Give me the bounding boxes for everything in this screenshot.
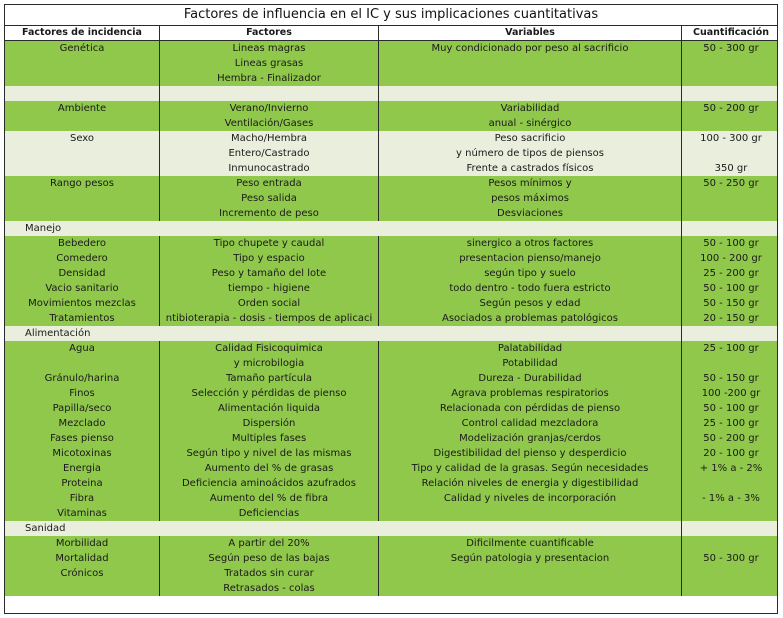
cell-incidencia: Genética [5, 41, 160, 57]
cell-factor: Ventilación/Gases [160, 116, 379, 131]
cell-variable: Asociados a problemas patológicos [379, 311, 682, 326]
cell-incidencia: Movimientos mezclas [5, 296, 160, 311]
header-row [5, 26, 778, 41]
cell-cuantificacion [682, 356, 779, 371]
cell-incidencia [5, 71, 160, 86]
table-row [5, 146, 778, 161]
cell-variable: Muy condicionado por peso al sacrificio [379, 41, 682, 57]
cell-variable: Pesos mínimos y [379, 176, 682, 191]
cell-cuantificacion [682, 71, 779, 86]
cell-factor: Peso y tamaño del lote [160, 266, 379, 281]
table-row [5, 176, 778, 191]
cell-variable [379, 56, 682, 71]
cell-incidencia: Fases pienso [5, 431, 160, 446]
table-row [5, 356, 778, 371]
cell-factor [160, 86, 379, 101]
table-row [5, 446, 778, 461]
cell-factor: Tamaño partícula [160, 371, 379, 386]
table-row [5, 581, 778, 596]
cell-variable: Dificilmente cuantificable [379, 536, 682, 551]
cell-incidencia: Energia [5, 461, 160, 476]
table-row [5, 191, 778, 206]
cell-variable: Relacionada con pérdidas de pienso [379, 401, 682, 416]
header-cell-factores: Factores [160, 26, 379, 41]
table-row [5, 506, 778, 521]
cell-factor: A partir del 20% [160, 536, 379, 551]
cell-factor: Entero/Castrado [160, 146, 379, 161]
table-row [5, 266, 778, 281]
header-cell-incidencia: Factores de incidencia [5, 26, 160, 41]
cell-incidencia [5, 56, 160, 71]
table-row [5, 131, 778, 146]
cell-cuantificacion [682, 581, 779, 596]
cell-cuantificacion: 50 - 150 gr [682, 371, 779, 386]
cell-incidencia [5, 581, 160, 596]
table-row [5, 431, 778, 446]
table-row [5, 371, 778, 386]
cell-incidencia: Alimentación [5, 326, 160, 341]
cell-factor: Multiples fases [160, 431, 379, 446]
cell-variable: Según pesos y edad [379, 296, 682, 311]
cell-variable [379, 566, 682, 581]
cell-incidencia: Vacio sanitario [5, 281, 160, 296]
table-row [5, 296, 778, 311]
table-row [5, 386, 778, 401]
cell-factor: Tratados sin curar [160, 566, 379, 581]
cell-incidencia: Sanidad [5, 521, 160, 536]
cell-cuantificacion: 50 - 100 gr [682, 236, 779, 251]
cell-factor: Tipo y espacio [160, 251, 379, 266]
cell-variable: Frente a castrados físicos [379, 161, 682, 176]
cell-cuantificacion: 20 - 150 gr [682, 311, 779, 326]
cell-cuantificacion: 25 - 100 gr [682, 416, 779, 431]
cell-cuantificacion: + 1% a - 2% [682, 461, 779, 476]
cell-cuantificacion: - 1% a - 3% [682, 491, 779, 506]
cell-factor: Tipo chupete y caudal [160, 236, 379, 251]
cell-incidencia: Comedero [5, 251, 160, 266]
cell-incidencia: Ambiente [5, 101, 160, 116]
section-row [5, 326, 778, 341]
table-row [5, 236, 778, 251]
cell-cuantificacion [682, 86, 779, 101]
cell-cuantificacion: 50 - 300 gr [682, 41, 779, 57]
cell-incidencia [5, 356, 160, 371]
table-body [5, 26, 778, 596]
cell-factor: Hembra - Finalizador [160, 71, 379, 86]
cell-cuantificacion [682, 521, 779, 536]
cell-variable: sinergico a otros factores [379, 236, 682, 251]
cell-factor: Calidad Fisicoquimica [160, 341, 379, 356]
cell-incidencia: Mortalidad [5, 551, 160, 566]
cell-variable [379, 521, 682, 536]
cell-variable [379, 326, 682, 341]
cell-cuantificacion: 50 - 250 gr [682, 176, 779, 191]
header-cell-cuantificacion: Cuantificación [682, 26, 779, 41]
section-row [5, 221, 778, 236]
factors-table [5, 26, 778, 596]
cell-factor: Alimentación liquida [160, 401, 379, 416]
cell-factor: Peso salida [160, 191, 379, 206]
cell-variable: Digestibilidad del pienso y desperdicio [379, 446, 682, 461]
cell-cuantificacion [682, 566, 779, 581]
cell-factor: tiempo - higiene [160, 281, 379, 296]
cell-variable: según tipo y suelo [379, 266, 682, 281]
cell-variable: Control calidad mezcladora [379, 416, 682, 431]
cell-cuantificacion: 50 - 100 gr [682, 281, 779, 296]
table-row [5, 341, 778, 356]
table-row [5, 566, 778, 581]
cell-variable: Dureza - Durabilidad [379, 371, 682, 386]
cell-variable [379, 581, 682, 596]
cell-factor: Según tipo y nivel de las mismas [160, 446, 379, 461]
cell-factor [160, 221, 379, 236]
cell-incidencia: Vitaminas [5, 506, 160, 521]
table-sheet [4, 4, 778, 614]
cell-cuantificacion [682, 191, 779, 206]
cell-cuantificacion [682, 221, 779, 236]
cell-cuantificacion [682, 476, 779, 491]
cell-factor: Selección y pérdidas de pienso [160, 386, 379, 401]
table-row [5, 161, 778, 176]
cell-variable: Palatabilidad [379, 341, 682, 356]
cell-variable: Variabilidad [379, 101, 682, 116]
cell-variable: Relación niveles de energia y digestibilidad [379, 476, 682, 491]
cell-incidencia: Bebedero [5, 236, 160, 251]
cell-incidencia [5, 191, 160, 206]
cell-cuantificacion [682, 116, 779, 131]
cell-variable: y número de tipos de piensos [379, 146, 682, 161]
table-row [5, 116, 778, 131]
cell-incidencia: Agua [5, 341, 160, 356]
cell-factor: Aumento del % de grasas [160, 461, 379, 476]
cell-factor: Según peso de las bajas [160, 551, 379, 566]
cell-incidencia: Gránulo/harina [5, 371, 160, 386]
table-row [5, 281, 778, 296]
cell-factor: Retrasados - colas [160, 581, 379, 596]
cell-incidencia [5, 206, 160, 221]
table-row [5, 251, 778, 266]
cell-factor: Dispersión [160, 416, 379, 431]
cell-incidencia: Sexo [5, 131, 160, 146]
table-row [5, 416, 778, 431]
cell-cuantificacion [682, 146, 779, 161]
cell-cuantificacion: 100 - 300 gr [682, 131, 779, 146]
cell-factor: Lineas magras [160, 41, 379, 57]
table-row [5, 491, 778, 506]
cell-variable: Según patologia y presentacion [379, 551, 682, 566]
table-row [5, 311, 778, 326]
cell-cuantificacion [682, 326, 779, 341]
cell-incidencia [5, 146, 160, 161]
cell-incidencia: Mezclado [5, 416, 160, 431]
table-row [5, 551, 778, 566]
cell-incidencia: Crónicos [5, 566, 160, 581]
cell-cuantificacion [682, 206, 779, 221]
cell-factor: Deficiencias [160, 506, 379, 521]
cell-incidencia: Papilla/seco [5, 401, 160, 416]
cell-factor [160, 326, 379, 341]
header-cell-variables: Variables [379, 26, 682, 41]
cell-factor: Inmunocastrado [160, 161, 379, 176]
cell-variable: Modelización granjas/cerdos [379, 431, 682, 446]
cell-factor: Macho/Hembra [160, 131, 379, 146]
table-row [5, 101, 778, 116]
table-title: Factores de influencia en el IC y sus implicaciones cuantitativas [5, 5, 777, 26]
cell-incidencia [5, 86, 160, 101]
cell-cuantificacion: 50 - 200 gr [682, 431, 779, 446]
cell-variable: Potabilidad [379, 356, 682, 371]
cell-factor [160, 521, 379, 536]
cell-variable: Tipo y calidad de la grasas. Según necesidades [379, 461, 682, 476]
cell-variable [379, 506, 682, 521]
cell-cuantificacion: 50 - 200 gr [682, 101, 779, 116]
cell-variable: Peso sacrificio [379, 131, 682, 146]
cell-variable [379, 71, 682, 86]
cell-incidencia: Fibra [5, 491, 160, 506]
cell-cuantificacion: 50 - 100 gr [682, 401, 779, 416]
cell-incidencia: Micotoxinas [5, 446, 160, 461]
cell-incidencia: Tratamientos [5, 311, 160, 326]
cell-cuantificacion: 100 - 200 gr [682, 251, 779, 266]
table-row [5, 461, 778, 476]
cell-variable: Agrava problemas respiratorios [379, 386, 682, 401]
cell-variable: pesos máximos [379, 191, 682, 206]
cell-factor: Deficiencia aminoácidos azufrados [160, 476, 379, 491]
cell-variable: todo dentro - todo fuera estricto [379, 281, 682, 296]
table-row [5, 401, 778, 416]
table-row [5, 476, 778, 491]
cell-variable [379, 221, 682, 236]
cell-factor: Peso entrada [160, 176, 379, 191]
cell-cuantificacion [682, 506, 779, 521]
table-row [5, 206, 778, 221]
cell-variable: Desviaciones [379, 206, 682, 221]
cell-factor: Orden social [160, 296, 379, 311]
cell-incidencia [5, 116, 160, 131]
cell-incidencia [5, 161, 160, 176]
cell-cuantificacion: 25 - 100 gr [682, 341, 779, 356]
cell-incidencia: Finos [5, 386, 160, 401]
table-row [5, 71, 778, 86]
cell-factor: Aumento del % de fibra [160, 491, 379, 506]
cell-incidencia: Manejo [5, 221, 160, 236]
cell-factor: Incremento de peso [160, 206, 379, 221]
cell-cuantificacion: 100 -200 gr [682, 386, 779, 401]
cell-cuantificacion: 50 - 300 gr [682, 551, 779, 566]
cell-variable [379, 86, 682, 101]
cell-cuantificacion: 50 - 150 gr [682, 296, 779, 311]
cell-cuantificacion [682, 536, 779, 551]
cell-variable: presentacion pienso/manejo [379, 251, 682, 266]
cell-incidencia: Densidad [5, 266, 160, 281]
cell-factor: ntibioterapia - dosis - tiempos de aplicaci [160, 311, 379, 326]
cell-factor: Verano/Invierno [160, 101, 379, 116]
cell-incidencia: Rango pesos [5, 176, 160, 191]
cell-factor: Lineas grasas [160, 56, 379, 71]
cell-incidencia: Proteina [5, 476, 160, 491]
cell-cuantificacion: 20 - 100 gr [682, 446, 779, 461]
table-row [5, 41, 778, 57]
section-row [5, 521, 778, 536]
cell-cuantificacion: 25 - 200 gr [682, 266, 779, 281]
cell-variable: anual - sinérgico [379, 116, 682, 131]
table-row [5, 56, 778, 71]
cell-cuantificacion [682, 56, 779, 71]
table-row [5, 86, 778, 101]
table-row [5, 536, 778, 551]
cell-cuantificacion: 350 gr [682, 161, 779, 176]
cell-variable: Calidad y niveles de incorporación [379, 491, 682, 506]
cell-factor: y microbilogia [160, 356, 379, 371]
cell-incidencia: Morbilidad [5, 536, 160, 551]
